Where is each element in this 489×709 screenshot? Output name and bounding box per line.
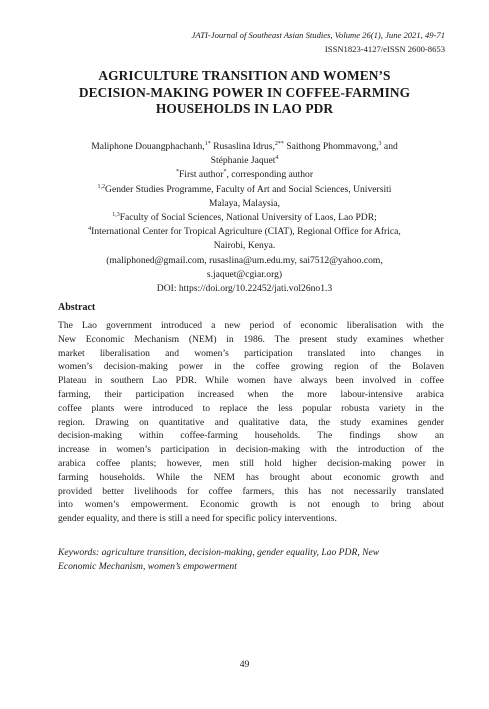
abstract-word: whether [412,333,444,345]
abstract-word: coffee [208,485,233,497]
abstract-word: Economic [85,333,125,345]
title-line: AGRICULTURE TRANSITION AND WOMEN’S [98,68,391,83]
abstract-word: women’s [58,361,93,373]
abstract-word: in [404,375,412,387]
author-sup: 1* [204,140,211,147]
abstract-line [58,388,444,402]
abstract-word: the [318,416,330,428]
email-line: s.jaquet@cgiar.org) [206,268,283,280]
abstract-word: when [247,388,269,400]
abstract-word: higher [292,457,317,469]
abstract-word: on [139,416,149,428]
abstract-word: the [432,444,444,456]
abstract-word: the [389,361,401,373]
abstract-line [58,443,444,457]
abstract-word: translated [307,347,346,359]
abstract-word: (NEM) [188,333,217,345]
author-sup: 2** [274,140,284,147]
abstract-word: participation [135,388,185,400]
abstract-word: PDR. [175,375,197,387]
abstract-word: coffee [58,402,82,414]
abstract-word: coffee [96,457,121,469]
abstract-word: coffee [255,361,280,373]
abstract-word: coffee [420,375,444,387]
abstract-word: Drawing [95,416,129,428]
author-affiliation-block [42,140,447,296]
abstract-word: NEM [213,471,235,483]
abstract-word: a [211,320,216,331]
abstract-word: is [289,499,296,511]
author-name: Rusaslina Idrus, [210,141,275,152]
abstract-word: in [214,361,222,373]
abstract-word: liberalisation [346,320,397,331]
abstract-word: economic [300,320,338,331]
abstract-word: economic [343,471,381,483]
abstract-word: of [414,444,423,456]
abstract-line [58,429,444,443]
abstract-word: plants; [130,457,157,469]
abstract-word: in [94,375,103,387]
abstract-word: show [397,430,418,442]
abstract-word: changes [390,347,422,359]
abstract-word: findings [349,430,381,442]
abstract-word: popular [302,402,332,414]
abstract-word: and [430,471,444,483]
abstract-word: their [104,388,122,400]
title-line: HOUSEHOLDS IN LAO PDR [155,101,334,117]
abstract-word: with [405,320,424,331]
abstract-word: women [237,375,266,387]
author-conjunction: and [381,141,398,152]
author-line [42,140,447,154]
abstract-word: livelihoods [134,485,177,497]
abstract-word: in [415,402,423,414]
abstract-word: men [212,457,230,469]
abstract-line [58,374,444,388]
abstract-word: power [179,361,204,373]
abstract-word: increased [197,388,234,400]
abstract-word: enough [331,499,360,511]
abstract-word: power [401,457,426,469]
abstract-word: replace [219,402,248,414]
abstract-word: examines [367,333,404,345]
abstract-word: study [340,416,362,428]
abstract-line [58,471,444,485]
abstract-word: data, [289,416,308,428]
email-line: (maliphoned@gmail.com, rusaslina@um.edu.my, sai7512@yahoo.com, [106,254,383,266]
abstract-word: growth [250,499,278,511]
abstract-word: and [165,347,179,359]
abstract-word: the [281,388,294,400]
abstract-word: women’s [116,444,151,456]
abstract-word: the [190,471,203,483]
abstract-word: Lao [152,375,168,387]
abstract-word: in [99,444,107,456]
abstract-word: 1986. [243,333,265,345]
affiliation-line: $^4$International Center for Tropical Agriculture (CIAT), Regional Office for Africa, [88,226,401,238]
abstract-word: region. [58,416,85,428]
abstract-word: study [336,333,358,345]
abstract-word: in [226,333,234,345]
abstract-word: introduction [357,444,405,456]
paper-title [40,68,449,118]
abstract-word: increase [58,444,90,456]
abstract-word: into [58,499,73,511]
abstract-word: quantitative [158,416,205,428]
abstract-word: Economic [199,499,239,511]
abstract-word: better [102,485,125,497]
abstract-word: examines [371,416,408,428]
page-number: 49 [239,659,250,670]
abstract-word: introduced [161,320,203,331]
doi-link[interactable]: DOI: https://doi.org/10.22452/jati.vol26no1.3 [156,283,333,295]
abstract-word: bring [390,499,411,511]
abstract-word: more [307,388,327,400]
abstract-word: liberalisation [99,347,150,359]
abstract-word: the [256,402,269,414]
affiliation-line: Nairobi, Kenya. [213,240,276,252]
abstract-word: variety [378,402,406,414]
keywords-line: Economic Mechanism, women’s empowerment [58,560,237,572]
abstract-word: arabica [58,457,86,469]
abstract-word: women’s [84,499,120,511]
abstract-word: has [308,485,322,497]
abstract-word: participation [244,347,293,359]
abstract-word: the [432,402,444,414]
abstract-word: Mechanism [134,333,180,345]
abstract-word: necessarily [353,485,397,497]
abstract-word: to [202,402,211,414]
abstract-word: period [249,320,275,331]
abstract-word: region [334,361,359,373]
abstract-word: qualitative [238,416,280,428]
affiliation-line: Malaya, Malaysia, [208,197,281,209]
abstract-word: New [58,333,77,345]
abstract-line: gender equality, and there is still a need for specific policy interventions. [58,513,337,525]
abstract-word: with [309,444,327,456]
author-line [42,154,447,168]
abstract-word: women’s [194,347,229,359]
affiliation-line: $^{1,3}$Faculty of Social Sciences, National University of Laos, Lao PDR; [112,211,377,224]
abstract-word: Plateau [58,375,87,387]
abstract-word: decision-making [236,444,300,456]
issn-line: ISSN1823-4127/eISSN 2600-8653 [324,44,445,54]
abstract-word: always [300,375,328,387]
abstract-line [58,498,444,512]
abstract-word: have [273,375,292,387]
abstract-heading: Abstract [58,302,96,313]
abstract-word: arabica [416,388,444,400]
abstract-word: empowerment. [131,499,189,511]
abstract-word: new [224,320,241,331]
title-line: DECISION-MAKING POWER IN COFFEE-FARMING [78,84,411,100]
abstract-word: farmers, [242,485,275,497]
abstract-word: Bolaven [412,361,444,373]
abstract-word: into [360,347,376,359]
abstract-word: present [299,333,327,345]
abstract-line [58,347,444,361]
abstract-word: decision-making [103,361,168,373]
affiliation-line: $^{1,2}$Gender Studies Programme, Faculty of Art and Social Sciences, Universiti [97,183,392,195]
abstract-word: about [310,471,333,483]
abstract-word: has [246,471,259,483]
abstract-word: The [58,320,73,331]
abstract-word: introduced [152,402,194,414]
abstract-word: gender [417,416,444,428]
abstract-word: in [436,457,444,469]
abstract-word: an [434,430,444,442]
abstract-word: the [432,320,444,331]
abstract-word: the [232,361,245,373]
abstract-word: plants [91,402,115,414]
abstract-line [58,333,444,347]
journal-citation: JATI-Journal of Southeast Asian Studies, Volume 26(1), June 2021, 49-71 [191,30,445,40]
abstract-word: farming [58,471,89,483]
author-name: Maliphone Douangphachanh, [91,141,205,152]
abstract-word: The [274,333,290,345]
abstract-word: participation [160,444,210,456]
abstract-word: not [307,499,320,511]
abstract-word: government [106,320,152,331]
abstract-word: hold [264,457,282,469]
keywords [58,546,444,574]
abstract-line [58,319,444,333]
author-name: Saithong Phommavong, [283,141,379,152]
abstract-line [58,360,444,374]
abstract-word: coffee-farming [180,430,238,442]
abstract-word: about [422,499,444,511]
abstract-word: provided [58,485,93,497]
abstract-word: market [58,347,85,359]
abstract-word: however, [166,457,202,469]
abstract-word: decision-making [58,430,122,442]
abstract-word: translated [406,485,444,497]
abstract-word: and [214,416,229,428]
abstract-word: for [187,485,199,497]
abstract-word: in [436,347,444,359]
abstract-word: Lao [82,320,97,331]
abstract-word: robusta [341,402,370,414]
abstract-word: labour-intensive [340,388,403,400]
abstract-line [58,416,444,430]
abstract-word: While [205,375,229,387]
abstract-word: involved [362,375,396,387]
abstract-word: were [123,402,143,414]
abstract-word: still [239,457,255,469]
abstract-word: less [278,402,293,414]
author-sup: 3 [378,140,382,147]
abstract-line [58,402,444,416]
abstract-word: not [331,485,344,497]
abstract-word: been [335,375,354,387]
abstract-word: in [218,444,227,456]
abstract-word: brought [269,471,300,483]
abstract-word: farming, [58,388,91,400]
keywords-line: Keywords: agriculture transition, decision-making, gender equality, Lao PDR, New [58,547,380,558]
abstract-word: within [138,430,164,442]
author-name: Stéphanie Jaquet [210,155,276,167]
abstract-word: households. [254,430,301,442]
abstract-body [58,319,444,526]
abstract-word: decision-making [327,457,392,469]
abstract-word: growth [391,471,419,483]
abstract-word: growing [290,361,323,373]
abstract-word: households. [99,471,146,483]
abstract-word: this [284,485,299,497]
abstract-line [58,485,444,499]
author-sup: 4 [275,155,279,162]
abstract-word: of [369,361,378,373]
abstract-word: The [317,430,333,442]
first-author-note: *First author*, corresponding author [175,169,314,181]
abstract-word: southern [110,375,144,387]
abstract-word: While [156,471,180,483]
abstract-word: of [283,320,292,331]
abstract-word: the [336,444,349,456]
abstract-word: to [371,499,379,511]
abstract-line [58,457,444,471]
